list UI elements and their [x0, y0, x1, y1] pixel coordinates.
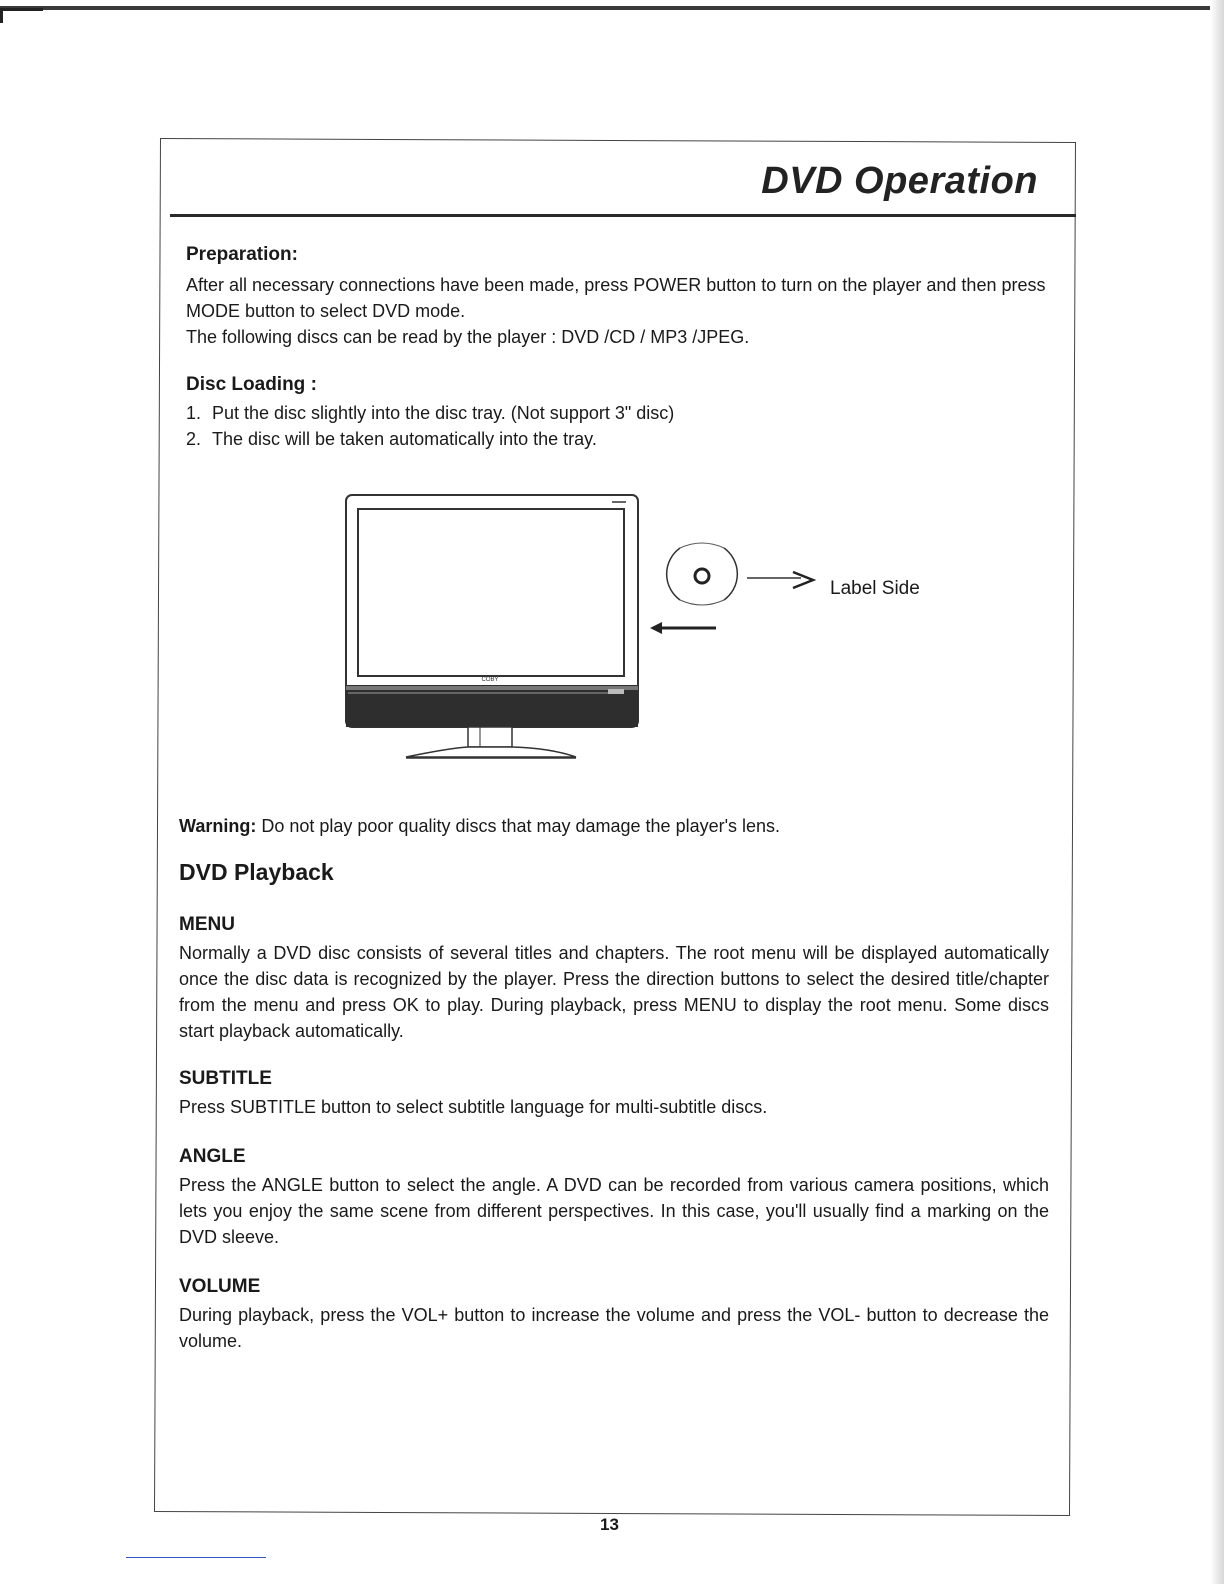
warning-line — [179, 816, 1049, 837]
page-number: 13 — [600, 1515, 619, 1534]
volume-text: During playback, press the VOL+ button to increase the volume and press the VOL- button to decrease the volume. — [179, 1305, 1049, 1351]
arrow-right-icon — [745, 570, 825, 594]
tv-icon — [340, 490, 650, 770]
subtitle-text: Press SUBTITLE button to select subtitle language for multi-subtitle discs. — [179, 1097, 768, 1117]
menu-text: Normally a DVD disc consists of several titles and chapters. The root menu will be displayed automatically once the disc data is recognized by the player. Press the direction buttons to select the desired title/chapter from the menu and press OK to play. During playback, press MENU to display the root menu. Some discs start playback automatically. — [179, 943, 1049, 1041]
dvd-playback-title: DVD Playback — [179, 859, 334, 885]
angle-heading: ANGLE — [179, 1146, 246, 1167]
volume-heading: VOLUME — [179, 1276, 261, 1297]
main-content — [186, 244, 1054, 452]
tv-brand-label: COBY — [481, 677, 499, 683]
scan-page-edge — [1210, 0, 1224, 1584]
disc-icon — [664, 540, 744, 610]
supported-discs-text: The following discs can be read by the player : DVD /CD / MP3 /JPEG. — [186, 327, 750, 347]
preparation-text: After all necessary connections have been made, press POWER button to turn on the player and then press MODE button to select DVD mode. — [186, 275, 1046, 321]
step-text: Put the disc slightly into the disc tray. (Not support 3" disc) — [212, 403, 675, 423]
step-number: 2. — [186, 429, 202, 449]
list-item — [186, 400, 1054, 426]
warning-text: Do not play poor quality discs that may damage the player's lens. — [261, 816, 781, 836]
label-side-text: Label Side — [830, 578, 920, 599]
angle-text: Press the ANGLE button to select the angle. A DVD can be recorded from various camera positions, which lets you enjoy the same scene from different perspectives. In this case, you'll usually find a marking on the DVD sleeve. — [179, 1175, 1049, 1247]
page-title: DVD Operation — [761, 160, 1038, 202]
list-item — [186, 426, 1054, 452]
step-text: The disc will be taken automatically into the tray. — [212, 429, 597, 449]
scan-corner-mark — [0, 8, 43, 23]
preparation-heading: Preparation: — [186, 244, 298, 265]
footer-line — [126, 1557, 266, 1558]
disc-loading-heading: Disc Loading : — [186, 374, 317, 395]
playback-content — [179, 816, 1049, 1354]
arrow-left-icon — [648, 618, 720, 638]
step-number: 1. — [186, 403, 202, 423]
scan-top-rule — [0, 6, 1210, 10]
warning-label: Warning: — [179, 816, 257, 836]
menu-heading: MENU — [179, 914, 235, 935]
subtitle-heading: SUBTITLE — [179, 1068, 272, 1089]
title-rule — [170, 214, 1076, 217]
disc-loading-steps — [186, 400, 1054, 452]
